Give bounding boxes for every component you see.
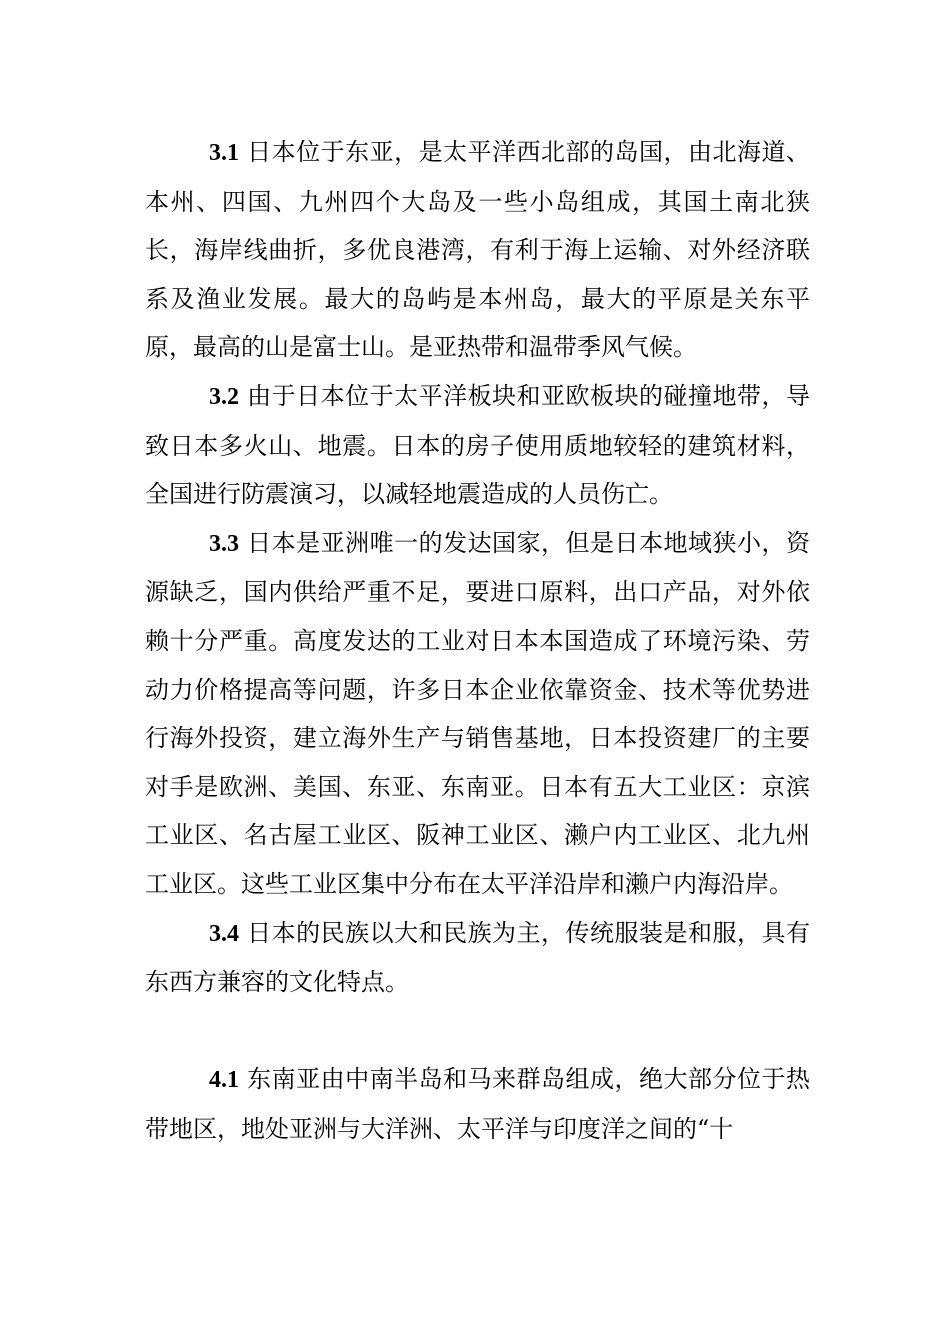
section-number: 3.4: [209, 920, 239, 947]
section-number: 3.2: [209, 383, 239, 410]
section-number: 4.1: [209, 1067, 239, 1094]
document-body: [145, 128, 810, 1153]
paragraph-4-1: [145, 1055, 810, 1153]
section-number: 3.3: [209, 530, 239, 557]
paragraph-3-4: [145, 909, 810, 1007]
paragraph-3-3: [145, 519, 810, 909]
paragraph-text: 东南亚由中南半岛和马来群岛组成，绝大部分位于热带地区，地处亚洲与大洋洲、太平洋与印度洋之间的“十: [145, 1065, 810, 1143]
section-number: 3.1: [209, 140, 239, 166]
paragraph-3-1: [145, 128, 810, 372]
paragraph-3-2: [145, 372, 810, 519]
paragraph-text: 日本是亚洲唯一的发达国家，但是日本地域狭小，资源缺乏，国内供给严重不足，要进口原料，出口产品，对外依赖十分严重。高度发达的工业对日本本国造成了环境污染、劳动力价格提高等问题，许多日本企业依靠资金、技术等优势进行海外投资，建立海外生产与销售基地，日本投资建厂的主要对手是欧洲、美国、东亚、东南亚。日本有五大工业区：京滨工业区、名古屋工业区、阪神工业区、濑户内工业区、北九州工业区。这些工业区集中分布在太平洋沿岸和濑户内海沿岸。: [145, 528, 810, 898]
paragraph-text: 由于日本位于太平洋板块和亚欧板块的碰撞地带，导致日本多火山、地震。日本的房子使用质地较轻的建筑材料，全国进行防震演习，以减轻地震造成的人员伤亡。: [145, 381, 810, 509]
paragraph-text: 日本的民族以大和民族为主，传统服装是和服，具有东西方兼容的文化特点。: [145, 918, 810, 997]
paragraph-text: 日本位于东亚，是太平洋西北部的岛国，由北海道、本州、四国、九州四个大岛及一些小岛组成，其国土南北狭长，海岸线曲折，多优良港湾，有利于海上运输、对外经济联系及渔业发展。最大的岛屿是本州岛，最大的平原是关东平原，最高的山是富士山。是亚热带和温带季风气候。: [145, 138, 810, 362]
paragraph-spacer: [145, 1007, 810, 1056]
